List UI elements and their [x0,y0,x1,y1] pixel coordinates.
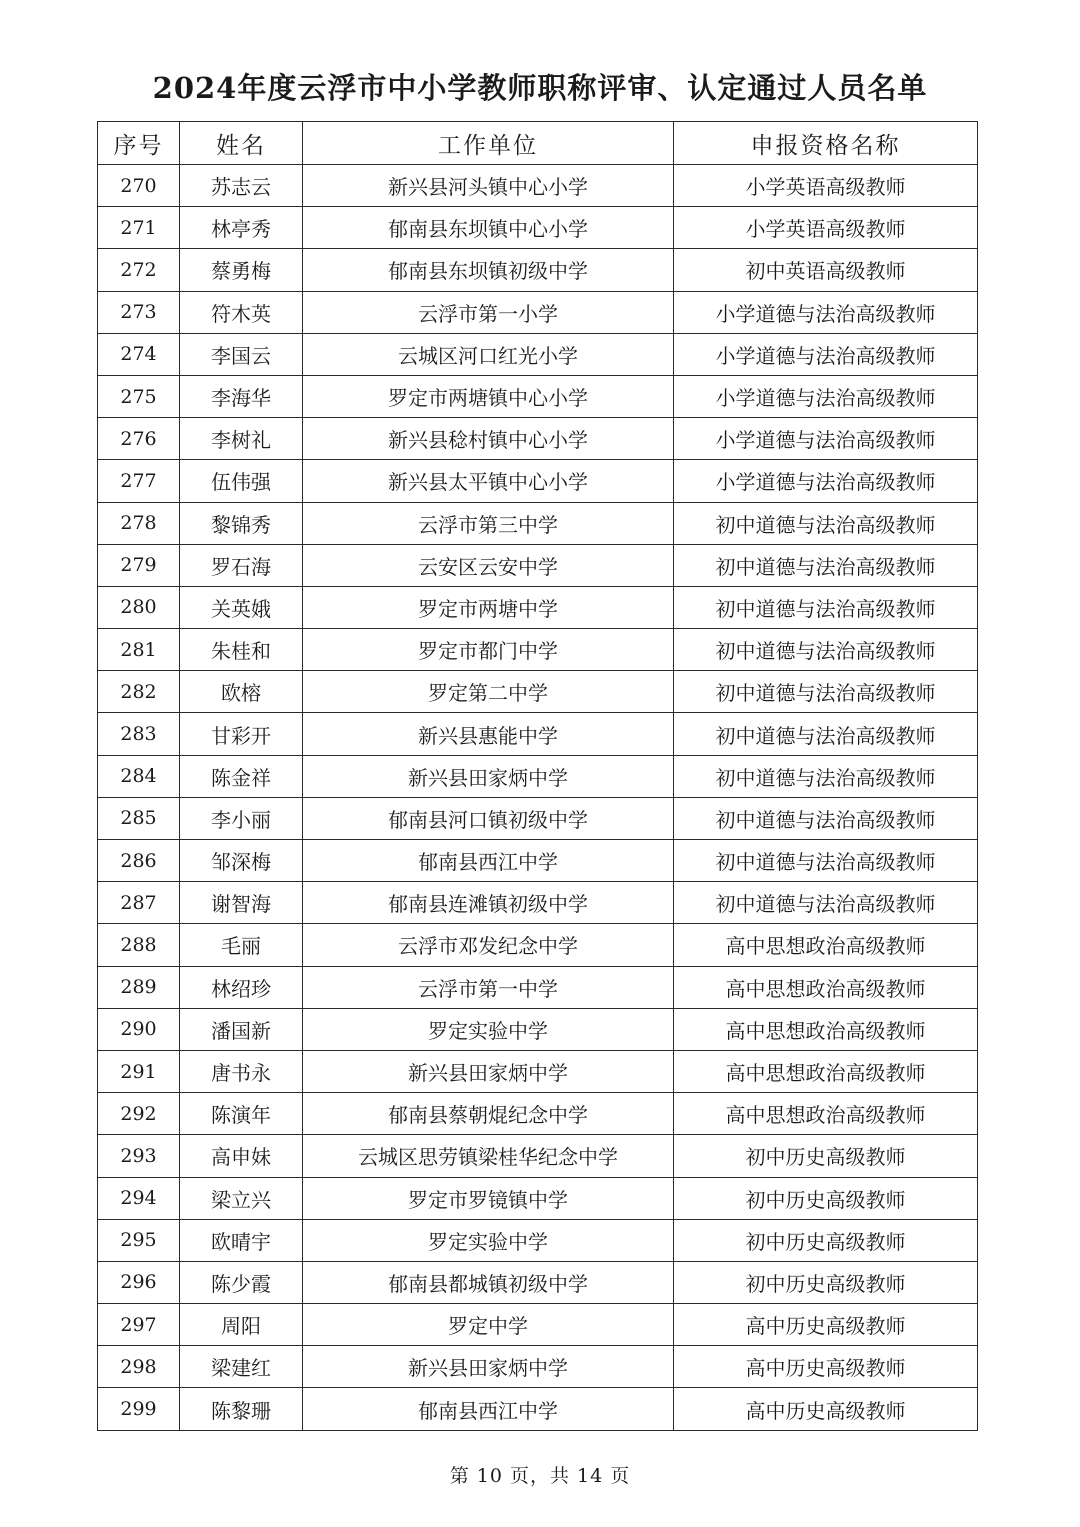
cell-name: 黎锦秀 [180,502,303,544]
cell-qualification: 初中道德与法治高级教师 [674,544,978,586]
cell-serial-number: 284 [98,755,180,797]
cell-name: 陈演年 [180,1093,303,1135]
cell-serial-number: 275 [98,375,180,417]
cell-serial-number: 272 [98,249,180,291]
cell-work-unit: 新兴县太平镇中心小学 [303,460,674,502]
table-row [98,1346,978,1388]
table-row [98,460,978,502]
cell-name: 林亭秀 [180,207,303,249]
cell-serial-number: 281 [98,629,180,671]
cell-qualification: 初中历史高级教师 [674,1261,978,1303]
table-row [98,755,978,797]
cell-name: 李小丽 [180,797,303,839]
cell-serial-number: 278 [98,502,180,544]
cell-work-unit: 罗定实验中学 [303,1219,674,1261]
cell-qualification: 初中道德与法治高级教师 [674,586,978,628]
cell-name: 罗石海 [180,544,303,586]
cell-work-unit: 罗定中学 [303,1304,674,1346]
table-row [98,797,978,839]
table-row [98,1050,978,1092]
cell-work-unit: 郁南县西江中学 [303,840,674,882]
cell-name: 苏志云 [180,165,303,207]
cell-name: 梁立兴 [180,1177,303,1219]
cell-qualification: 初中道德与法治高级教师 [674,713,978,755]
document-title: 2024年度云浮市中小学教师职称评审、认定通过人员名单 [152,71,928,105]
table-row [98,713,978,755]
cell-serial-number: 274 [98,333,180,375]
cell-serial-number: 285 [98,797,180,839]
cell-qualification: 小学道德与法治高级教师 [674,333,978,375]
cell-work-unit: 罗定市两塘镇中心小学 [303,375,674,417]
cell-name: 唐书永 [180,1050,303,1092]
table-row [98,586,978,628]
cell-qualification: 小学英语高级教师 [674,207,978,249]
cell-name: 李树礼 [180,418,303,460]
table-row [98,165,978,207]
cell-qualification: 初中英语高级教师 [674,249,978,291]
cell-qualification: 初中道德与法治高级教师 [674,755,978,797]
cell-name: 陈金祥 [180,755,303,797]
table-row [98,966,978,1008]
cell-qualification: 小学道德与法治高级教师 [674,291,978,333]
table-row [98,544,978,586]
cell-name: 高申妹 [180,1135,303,1177]
table-row [98,1135,978,1177]
cell-qualification: 初中历史高级教师 [674,1135,978,1177]
cell-name: 欧榕 [180,671,303,713]
cell-name: 谢智海 [180,882,303,924]
cell-name: 伍伟强 [180,460,303,502]
cell-name: 邹深梅 [180,840,303,882]
cell-work-unit: 郁南县河口镇初级中学 [303,797,674,839]
cell-name: 李海华 [180,375,303,417]
cell-qualification: 高中历史高级教师 [674,1388,978,1430]
cell-work-unit: 云城区河口红光小学 [303,333,674,375]
table-row [98,671,978,713]
cell-qualification: 高中思想政治高级教师 [674,1050,978,1092]
cell-name: 梁建红 [180,1346,303,1388]
cell-serial-number: 279 [98,544,180,586]
table-row [98,882,978,924]
cell-name: 林绍珍 [180,966,303,1008]
cell-name: 陈黎珊 [180,1388,303,1430]
cell-name: 蔡勇梅 [180,249,303,291]
cell-serial-number: 280 [98,586,180,628]
cell-serial-number: 273 [98,291,180,333]
cell-serial-number: 283 [98,713,180,755]
page-footer: 第 10 页，共 14 页 [449,1465,631,1487]
cell-work-unit: 新兴县惠能中学 [303,713,674,755]
table-row [98,924,978,966]
cell-serial-number: 271 [98,207,180,249]
cell-qualification: 初中历史高级教师 [674,1219,978,1261]
cell-qualification: 高中思想政治高级教师 [674,966,978,1008]
cell-serial-number: 282 [98,671,180,713]
table-row [98,249,978,291]
cell-serial-number: 290 [98,1008,180,1050]
cell-work-unit: 郁南县西江中学 [303,1388,674,1430]
cell-work-unit: 郁南县东坝镇初级中学 [303,249,674,291]
cell-qualification: 高中思想政治高级教师 [674,924,978,966]
cell-serial-number: 293 [98,1135,180,1177]
cell-work-unit: 新兴县田家炳中学 [303,755,674,797]
cell-work-unit: 罗定市都门中学 [303,629,674,671]
cell-qualification: 高中历史高级教师 [674,1304,978,1346]
table-row [98,291,978,333]
table-row [98,1008,978,1050]
cell-serial-number: 294 [98,1177,180,1219]
cell-serial-number: 289 [98,966,180,1008]
cell-work-unit: 郁南县都城镇初级中学 [303,1261,674,1303]
cell-qualification: 初中道德与法治高级教师 [674,671,978,713]
cell-name: 潘国新 [180,1008,303,1050]
cell-serial-number: 286 [98,840,180,882]
cell-name: 毛丽 [180,924,303,966]
table-row [98,502,978,544]
table-row [98,1388,978,1430]
table-row [98,1219,978,1261]
cell-work-unit: 云城区思劳镇梁桂华纪念中学 [303,1135,674,1177]
cell-serial-number: 292 [98,1093,180,1135]
cell-qualification: 初中历史高级教师 [674,1177,978,1219]
cell-name: 陈少霞 [180,1261,303,1303]
table-row [98,1261,978,1303]
table-header-row [98,122,978,165]
table-body [98,165,978,1431]
cell-work-unit: 新兴县稔村镇中心小学 [303,418,674,460]
cell-qualification: 高中历史高级教师 [674,1346,978,1388]
cell-work-unit: 新兴县河头镇中心小学 [303,165,674,207]
cell-serial-number: 277 [98,460,180,502]
cell-qualification: 初中道德与法治高级教师 [674,797,978,839]
cell-name: 关英娥 [180,586,303,628]
cell-serial-number: 297 [98,1304,180,1346]
cell-serial-number: 298 [98,1346,180,1388]
table-row [98,207,978,249]
table-row [98,1093,978,1135]
header-work-unit: 工作单位 [303,122,674,165]
cell-work-unit: 罗定市两塘中学 [303,586,674,628]
cell-serial-number: 270 [98,165,180,207]
header-name: 姓名 [180,122,303,165]
cell-serial-number: 299 [98,1388,180,1430]
cell-qualification: 高中思想政治高级教师 [674,1008,978,1050]
header-serial-number: 序号 [98,122,180,165]
cell-qualification: 小学英语高级教师 [674,165,978,207]
cell-serial-number: 296 [98,1261,180,1303]
cell-name: 朱桂和 [180,629,303,671]
table-row [98,629,978,671]
cell-work-unit: 郁南县连滩镇初级中学 [303,882,674,924]
cell-work-unit: 新兴县田家炳中学 [303,1050,674,1092]
cell-qualification: 高中思想政治高级教师 [674,1093,978,1135]
cell-name: 符木英 [180,291,303,333]
cell-work-unit: 云浮市第一中学 [303,966,674,1008]
cell-qualification: 小学道德与法治高级教师 [674,460,978,502]
cell-serial-number: 276 [98,418,180,460]
cell-qualification: 初中道德与法治高级教师 [674,629,978,671]
cell-serial-number: 288 [98,924,180,966]
cell-qualification: 小学道德与法治高级教师 [674,418,978,460]
roster-table [97,121,978,1431]
cell-name: 李国云 [180,333,303,375]
cell-qualification: 初中道德与法治高级教师 [674,882,978,924]
cell-work-unit: 罗定第二中学 [303,671,674,713]
cell-name: 甘彩开 [180,713,303,755]
cell-serial-number: 291 [98,1050,180,1092]
table-row [98,375,978,417]
cell-serial-number: 295 [98,1219,180,1261]
cell-work-unit: 罗定市罗镜镇中学 [303,1177,674,1219]
cell-name: 欧晴宇 [180,1219,303,1261]
cell-work-unit: 郁南县蔡朝焜纪念中学 [303,1093,674,1135]
cell-work-unit: 新兴县田家炳中学 [303,1346,674,1388]
cell-qualification: 初中道德与法治高级教师 [674,840,978,882]
table-row [98,418,978,460]
cell-work-unit: 云浮市邓发纪念中学 [303,924,674,966]
cell-qualification: 小学道德与法治高级教师 [674,375,978,417]
cell-work-unit: 云浮市第三中学 [303,502,674,544]
table-row [98,333,978,375]
cell-serial-number: 287 [98,882,180,924]
cell-work-unit: 云安区云安中学 [303,544,674,586]
cell-work-unit: 云浮市第一小学 [303,291,674,333]
cell-work-unit: 郁南县东坝镇中心小学 [303,207,674,249]
header-qualification: 申报资格名称 [674,122,978,165]
table-row [98,840,978,882]
cell-qualification: 初中道德与法治高级教师 [674,502,978,544]
cell-work-unit: 罗定实验中学 [303,1008,674,1050]
table-row [98,1177,978,1219]
table-row [98,1304,978,1346]
cell-name: 周阳 [180,1304,303,1346]
